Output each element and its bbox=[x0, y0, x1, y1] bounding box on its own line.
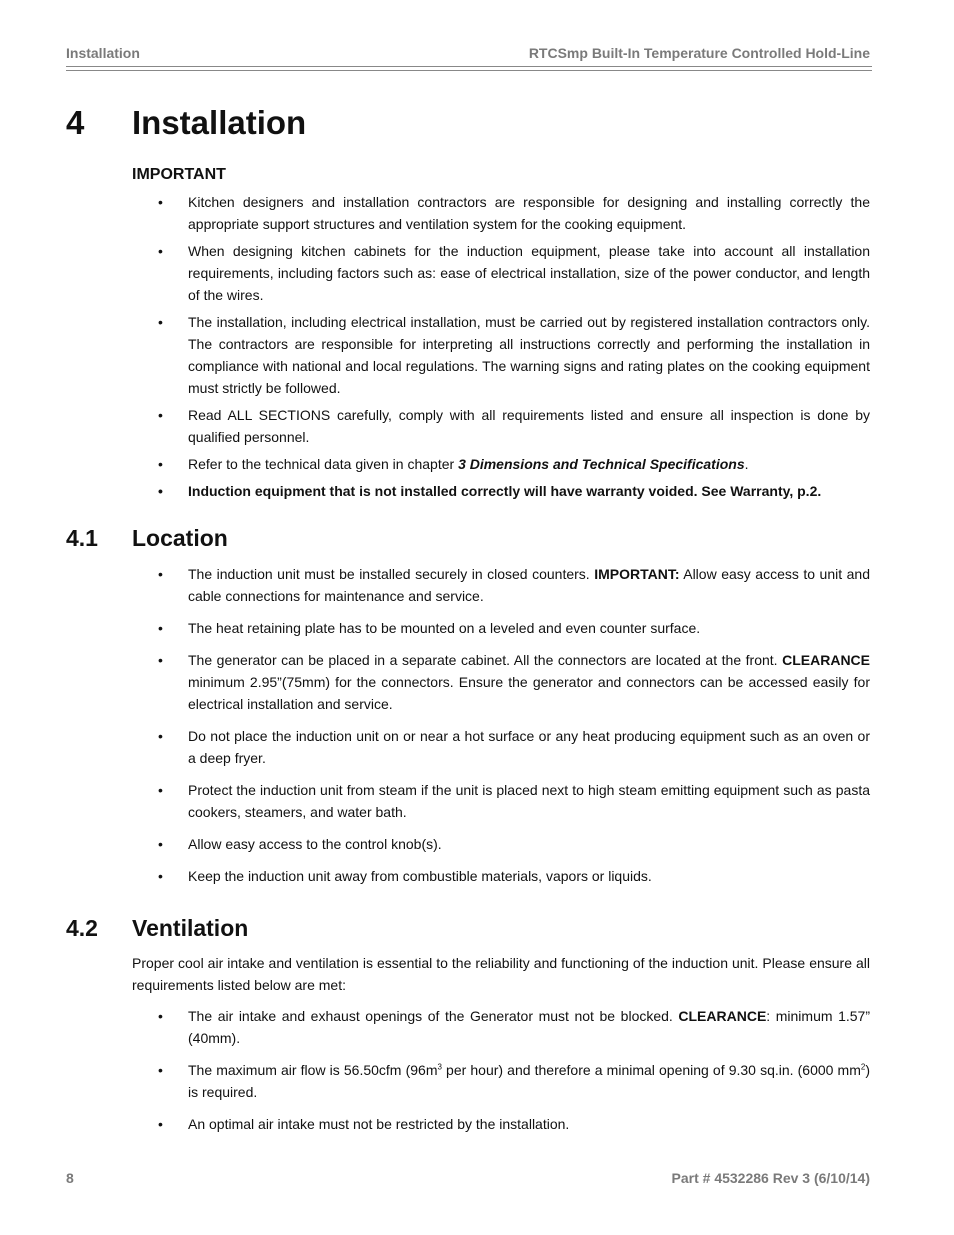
list-item: • When designing kitchen cabinets for the induction equipment, please take into account all installation requirements, including factors such as: ease of electrical installation, size of the power conductor, and length of the wires. bbox=[132, 240, 870, 306]
item-text: The maximum air flow is 56.50cfm (96m bbox=[188, 1062, 438, 1078]
ref-text-end: . bbox=[744, 456, 749, 472]
list-item bbox=[132, 1059, 870, 1103]
page-number: 8 bbox=[66, 1170, 74, 1186]
chapter-number: 4 bbox=[66, 104, 85, 141]
chapter-heading bbox=[66, 104, 306, 142]
section-number: 4.1 bbox=[66, 525, 98, 551]
section-title: Ventilation bbox=[132, 915, 249, 941]
list-item: • An optimal air intake must not be restricted by the installation. bbox=[132, 1113, 870, 1135]
list-item: • Allow easy access to the control knob(s). bbox=[132, 833, 870, 855]
item-text: ) is required. bbox=[188, 1062, 870, 1100]
list-item: • The installation, including electrical installation, must be carried out by registered installation contractors only. The contractors are responsible for interpreting all instructions correctly and performing the installation in compliance with national and local regulations. The warning signs and rating plates on the cooking equipment must strictly be followed. bbox=[132, 311, 870, 399]
list-item: • Read ALL SECTIONS carefully, comply with all requirements listed and ensure all inspection is done by qualified personnel. bbox=[132, 404, 870, 448]
item-text: The air intake and exhaust openings of the Generator must not be blocked. bbox=[188, 1008, 679, 1024]
warranty-warning: • Induction equipment that is not installed correctly will have warranty voided. See Warranty, p.2. bbox=[132, 480, 870, 502]
list-item: • Protect the induction unit from steam if the unit is placed next to high steam emitting equipment such as pasta cookers, steamers, and water bath. bbox=[132, 779, 870, 823]
section-heading-location bbox=[66, 525, 228, 552]
list-item bbox=[132, 453, 870, 475]
item-text: : minimum 1.57” (40mm). bbox=[188, 1008, 871, 1046]
location-list bbox=[132, 563, 870, 897]
important-list bbox=[132, 191, 870, 507]
item-text: The induction unit must be installed securely in closed counters. bbox=[188, 566, 595, 582]
item-text: minimum 2.95”(75mm) for the connectors. Ensure the generator and connectors can be accessed easily for electrical installation and service. bbox=[188, 674, 870, 712]
header-rule-top bbox=[66, 66, 872, 67]
important-heading: IMPORTANT bbox=[132, 166, 226, 183]
list-item: • Do not place the induction unit on or near a hot surface or any heat producing equipment such as an oven or a deep fryer. bbox=[132, 725, 870, 769]
item-text: The generator can be placed in a separate cabinet. All the connectors are located at the front. bbox=[188, 652, 783, 668]
clearance-label: CLEARANCE bbox=[782, 652, 870, 668]
list-item bbox=[132, 563, 870, 607]
item-text: Allow easy access to unit and cable connections for maintenance and service. bbox=[188, 566, 870, 604]
chapter-reference: 3 Dimensions and Technical Specifications bbox=[458, 456, 745, 472]
superscript: 2 bbox=[860, 1062, 866, 1072]
list-item bbox=[132, 1005, 870, 1049]
ventilation-intro: Proper cool air intake and ventilation is essential to the reliability and functioning of the induction unit. Please ensure all requirements listed below are met: bbox=[132, 955, 870, 993]
header-rule-bottom bbox=[66, 70, 872, 71]
section-heading-ventilation bbox=[66, 915, 248, 942]
header-section-title: Installation bbox=[66, 45, 140, 61]
list-item: • Kitchen designers and installation contractors are responsible for designing and installing correctly the appropriate support structures and ventilation system for the cooking equipment. bbox=[132, 191, 870, 235]
page-header bbox=[66, 45, 870, 61]
item-text: per hour) and therefore a minimal opening of 9.30 sq.in. (6000 mm bbox=[441, 1062, 861, 1078]
ventilation-list bbox=[132, 1005, 870, 1145]
section-title: Location bbox=[132, 525, 228, 551]
list-item bbox=[132, 649, 870, 715]
section-number: 4.2 bbox=[66, 915, 98, 941]
chapter-title: Installation bbox=[132, 104, 307, 141]
list-item: • Keep the induction unit away from combustible materials, vapors or liquids. bbox=[132, 865, 870, 887]
superscript: 3 bbox=[437, 1062, 442, 1072]
ref-text: Refer to the technical data given in chapter bbox=[188, 456, 459, 472]
list-item: • The heat retaining plate has to be mounted on a leveled and even counter surface. bbox=[132, 617, 870, 639]
part-number: Part # 4532286 Rev 3 (6/10/14) bbox=[671, 1170, 870, 1186]
header-document-title: RTCSmp Built-In Temperature Controlled Hold-Line bbox=[528, 45, 870, 61]
clearance-label: CLEARANCE bbox=[678, 1008, 767, 1024]
important-label: IMPORTANT: bbox=[594, 566, 680, 582]
page-footer bbox=[66, 1170, 870, 1186]
